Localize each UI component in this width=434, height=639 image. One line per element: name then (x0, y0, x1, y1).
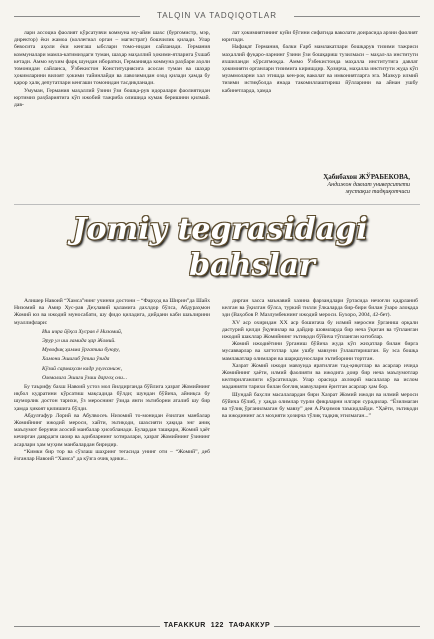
article-main-left-column (14, 298, 210, 463)
page-number: 122 (210, 622, 224, 629)
footer-magazine-latin: TAFAKKUR (163, 622, 206, 629)
author-affiliation: Андижон давлат университети (327, 181, 410, 188)
author-position: мустақил тадқиқотчиси (345, 189, 410, 195)
verse-line: Хамони Эшигиб ўтиш ўзида (42, 356, 110, 363)
page-footer (14, 620, 420, 632)
paragraph: лат ҳокимиятининг куйи бўгини сифатида ваколати доирасида арзии фаолият юритади. (222, 30, 418, 44)
paragraph: Нафақат Германия, балки Ғарб мамлакатлари бошқарув тизими тажриси маҳаллий фуқаро-ларнинг ўзини ўзи бошқариш тузилмаси – маҳал-ла институти яхшиланди кўрсатмоқда. Аммо Ўзбекистонда маҳалла институтига давлат ҳокимияти органлари тизимига киришдир. Ҳозирча, маҳалла институти жуда кўп муаммоларни хал этишда кен-роқ ваколат ва имкониятларга эга. Мазкур илмий тизими истиқболда янада такомиллаштириш йўлларини ва айнан ушбу кабинетларда, ҳамда (222, 44, 418, 94)
article-top-right-column (222, 30, 418, 95)
paragraph: дирган хасса маънавий хазина фарзандлари ўртасида нечоғли қадрланиб келган ва ўқилган бўлса, туркий тилли ўлкаларда бир-бири билан ўзаро алоқада эди (Ваҳобов Р. Мазлумбекнинг ижодий мероси. Бухоро, 2004, 42-бет). (222, 298, 418, 319)
footer-label (14, 620, 420, 632)
paragraph: лари ассоциа фаолият кўрсатувчи коммуна му-айян шахс (бургомистр, мэр, директор) ёки жамоа (коллегиал орган – магистрат) бошчилик қилади. Улар бевосита аҳоли ёки кенгаш ыбслари томо-нидан сайланади. Германия коммуналари мамла-катимиздаги туман, шаҳар маҳаллий ҳокими-ятларига ўхшаб кетади. Аммо мухим фарқ шундан иборатки, Германияда коммуна раҳбари аҳоли томонидан сайланса, Ўзбекистон Конституциясига асосан туман ва шаҳар ҳокимларини вилоят ҳокими тайинлайди ва лавозимидан озод қилади ҳамда бу қарор ҳалқ депутатлари кенгаши томонидан тасдиқланади. (14, 30, 210, 87)
article-main-right-column (222, 298, 418, 420)
paragraph: Хазрат Жомий ижоди мавзуида яратилган тад-қиқотлар ва асарлар ичида Жомийнинг ҳаёти, илмий фаолияти ва ижодига доир бир неча маълумотлар келтирилганлиги кўрсатилади. Улар орасида ахлоқий масалалар ва ислом маданияти тарихи билан боғлиқ мавзуларни ёритган асарлар ҳам бор. (222, 362, 418, 391)
paragraph: Жомий ижодиётини ўрганиш бўйича жуда кўп жиҳатлар билан бирга мусавварлар ва хаттотлар ҳам ушбу мавзуни ўзлаштиришган. Бу эса бошқа мамлакатлар олимлари ва шарқшунослари эътиборини тортган. (222, 341, 418, 362)
paragraph: Умуман, Германия маҳаллий ўзини ўзи бошқа-рув идоралари фаолиятидан юртимиз раҳбариятига кўп ижобий тажриба олишида кумак беришини қилмай. дав- (14, 87, 210, 109)
running-header-title: TALQIN VA TADQIQOTLAR (157, 11, 277, 20)
article-top-left-column (14, 30, 210, 109)
paragraph: “Кимки бир тор ва сўзлаш шаҳринг тегасида унинг оти – “Жомий”, деб ёзганлар Навоий “Хамса” да кўзга очиқ эдики... (14, 448, 210, 463)
paragraph: XV аср охиридан XX аср бошигача бу илмий меросни ўрганиш орқали дастурий қилди ўқувчилар ва дайдир шовмларда бир неча ўқиган ва тўпланган ижодий шакллар Жомийнинг эътиқоди бўйича тўпланган китоблар. (222, 319, 418, 341)
paragraph: Алишер Навоий “Хамса”нинг учинчи достони – “Фарҳод ва Ширин”да Шайх Низомий ва Амир Хус-рав Деҳлавий қаламига дахлдор бўлса, Абдураҳмон Жомий юз ва ижодий муносабати, шу фидо қиладига, дийдани каби шаълирини муаллифлари: (14, 298, 210, 326)
paragraph: Абдулғафур Лорий ва Абулвосеъ Низомий то-монидан ёзилган манбалар Жомийнинг ижодий мероси, хайти, эътиқоди, шахсияти ҳақида энг аниқ маълумот берувчи асосий манбалар ҳисобланади. Булардан ташқари, Жомий ҳаёт кечирган даврдаги шоир ва адибларнинг хотиралари, ҳазрат Жомийнинг ўзининг асарлари ҳам муҳим манбалардан биридир. (14, 412, 210, 448)
author-name: Ҳабибахон ЖЎРАБЕКОВА, (323, 173, 410, 181)
verse-line: Оммалига Эшиги ўзиш даргоҳ оли... (42, 374, 128, 381)
article-title-banner (70, 212, 370, 292)
footer-magazine-cyrillic: ТАФАККУР (228, 622, 271, 629)
paragraph: Бу таърифу бахш Навоий устоз мол йилдирганда бўйлига ҳазрат Жомийнинг иқбол кудратини кўрсатиш мақсадида бўлди; шундан бўйича, айниқса бу шуморлик достон тарихи, ўз мероснинг ўзида янги эътиборни аталиб шу бир ҳамда ҳикоят қилишига бўлди. (14, 384, 210, 412)
verse-line: Мувофиқ ҳамма ўргатиш буюру, (42, 347, 120, 354)
section-divider (14, 204, 420, 205)
verse-line: Кўзий сармаҳсан кадр улуғсаниж, (42, 365, 123, 372)
article-title-line2: bahslar (134, 248, 370, 284)
author-signature (250, 174, 410, 197)
article-title-line1: Jomiy tegrasidagi (70, 212, 370, 248)
verse-line: Эрур ул иш ғамида ҳар Жомий. (42, 338, 116, 345)
verse-line: Иш ичра йўқса Хусрав ё Низомий, (42, 328, 123, 335)
page-header (14, 8, 420, 24)
paragraph: Шундай баҳсли масалалардан бири Хазрат Жомий ижоди ва илмий мероси бўйича бўлиб, у ҳақда олимлар турли фикрларни илгари сурадилар. “Ёзилмаган ва тўлиқ ўрганилмаган бу мавзу” дея А.Раҳимов таъкидлайди. “Ҳаёти, эътиқоди ва ижодининг асл моҳияти ҳозирча тўлиқ тадқиқ этилмаган...” (222, 391, 418, 420)
